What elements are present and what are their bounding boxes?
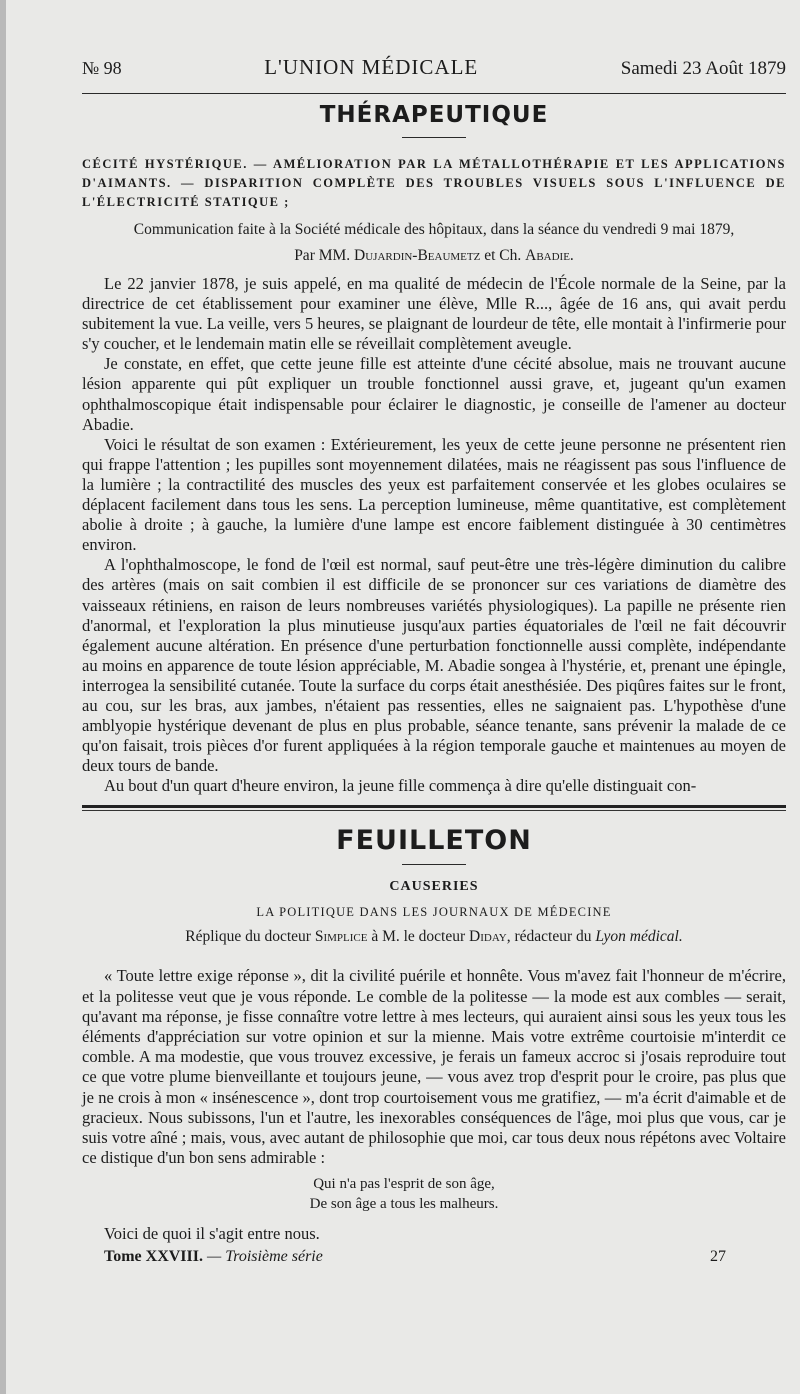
authors-and: et Ch. (484, 247, 522, 264)
section-divider-thin (82, 810, 786, 811)
verse-block (82, 1174, 786, 1214)
section-title: THÉRAPEUTIQUE (319, 102, 549, 128)
author-1: Dujardin-Beaumetz (354, 247, 481, 264)
feuilleton-body (82, 966, 786, 1168)
footer-tome: Tome XXVIII. (104, 1248, 203, 1266)
journal-title: L'UNION MÉDICALE (264, 55, 479, 79)
article-body (82, 274, 786, 796)
page-footer (82, 1248, 786, 1266)
reply-prefix: Réplique du docteur (185, 928, 311, 946)
article-paragraph: A l'ophthalmoscope, le fond de l'œil est normal, sauf peut-être une très-légère diminution du calibre des artères (mais on sait combien il est difficile de se prononcer sur ces variations de diamètre des vaisseaux rétiniens, en raison de leurs nombreuses variétés physiologiques). La papille ne présente rien d'anormal, et l'exploration la plus minutieuse jusqu'aux parties équatoriales de l'œil ne fait découvrir également aucune altération. En présence d'une perturbation fonctionnelle aussi complète, indépendante au moins en apparence de toute lésion appréciable, M. Abadie songea à l'hystérie, et, prenant une épingle, interrogea la sensibilité cutanée. Toute la surface du corps était anesthésiée. Des piqûres faites sur le front, au cou, sur les bras, aux jambes, n'étaient pas ressenties, elles ne saignaient pas. L'hypothèse d'une amblyopie hystérique devenant de plus en plus probable, séance tenante, sans prévenir la malade de ce qu'on faisait, trois pièces d'or furent appliquées à la région temporale gauche et maintenues au moyen de deux tours de bande. (82, 555, 786, 776)
article-paragraph: Au bout d'un quart d'heure environ, la jeune fille commença à dire qu'elle distinguait con- (104, 776, 697, 796)
verse-line-2: De son âge a tous les malheurs. (309, 1196, 499, 1213)
page-content (82, 55, 786, 1266)
feuilleton-paragraph: « Toute lettre exige réponse », dit la civilité puérile et honnête. Vous m'avez fait l'honneur de m'écrire, et la politesse veut que je vous réponde. Le comble de la politesse — la mode est aux combles — serait, qu'avant ma réponse, je fisse connaître votre lettre à mes lecteurs, qui auraient ainsi sous les yeux tous les éléments d'appréciation sur votre opinion et sur la mienne. Mais votre extrême courtoisie m'interdit ce comble. A ma modestie, que vous trouvez excessive, je ferais un fameux accroc si j'osais reproduire tout ce que votre plume bienveillante et toujours jeune, — vous avez trop d'esprit pour le croire, pas plus que je ne crois à mon « insénescence », dont trop courtoisement vous me gratifiez, — m'a écrit d'aimable et de gracieux. Nous subissons, l'un et l'autre, les inexorables conséquences de l'âge, moi plus que vous, car je suis votre aîné ; mais, vous, avec autant de philosophie que moi, car tous deux nous répétons avec Voltaire ce distique d'un bon sens admirable : (82, 966, 786, 1168)
feuilleton-topic: LA POLITIQUE DANS LES JOURNAUX DE MÉDECINE (256, 905, 612, 920)
article-communication: Communication faite à la Société médicale des hôpitaux, dans la séance du vendredi 9 mai 1879, (133, 221, 735, 238)
author-2: Abadie. (525, 247, 574, 264)
authors-prefix: Par MM. (294, 247, 351, 264)
reply-journal: Lyon médical. (595, 928, 683, 946)
footer-series: — Troisième série (206, 1248, 323, 1266)
reply-mid: à M. le docteur (371, 928, 466, 946)
article-paragraph: Je constate, en effet, que cette jeune fille est atteinte d'une cécité absolue, mais ne trouvant aucune lésion apparente qui pût expliquer un trouble fonctionnel aussi grave, et, jugeant qu'un examen ophthalmoscopique était indispensable pour éclairer le diagnostic, je conseille de l'amener au docteur Abadie. (82, 354, 786, 434)
section-divider (82, 805, 786, 808)
reply-name-1: Simplice (314, 928, 368, 946)
journal-page (6, 0, 800, 1394)
feuilleton-closing: Voici de quoi il s'agit entre nous. (104, 1224, 320, 1244)
feuilleton-reply-line (82, 928, 786, 946)
issue-number: № 98 (82, 58, 122, 78)
reply-suffix: , rédacteur du (506, 928, 592, 946)
feuilleton-title: FEUILLETON (336, 825, 532, 857)
title-rule (402, 137, 466, 138)
feuilleton-rule (402, 864, 466, 865)
page-number: 27 (710, 1248, 726, 1266)
article-headline: CÉCITÉ HYSTÉRIQUE. — AMÉLIORATION PAR LA MÉTALLOTHÉRAPIE ET LES APPLICATIONS D'AIMANTS. — DISPARITION COMPLÈTE DES TROUBLES VISUELS SOUS L'INFLUENCE DE L'ÉLECTRICITÉ STATIQUE ; (82, 157, 786, 209)
article-paragraph: Voici le résultat de son examen : Extérieurement, les yeux de cette jeune personne ne présentent rien qui frappe l'attention ; les pupilles sont moyennement dilatées, mais ne réagissent pas sous l'influence de la lumière ; la contractilité des muscles des yeux est parfaitement conservée et les globes oculaires se déplacent facilement dans tous les sens. La perception lumineuse, même quantitative, est complètement abolie à droite ; à gauche, la lumière d'une lampe est encore faiblement distinguée à 30 centimètres environ. (82, 434, 786, 555)
article-authors (82, 246, 786, 266)
feuilleton-subtitle: CAUSERIES (389, 879, 479, 895)
header-rule (82, 93, 786, 94)
verse-line-1: Qui n'a pas l'esprit de son âge, (313, 1176, 495, 1193)
reply-name-2: Diday (469, 928, 507, 946)
running-header (82, 55, 786, 83)
article-paragraph: Le 22 janvier 1878, je suis appelé, en ma qualité de médecin de l'École normale de la Seine, par la directrice de cet établissement pour examiner une élève, Mlle R..., âgée de 16 ans, qui avait perdu subitement la vue. La veille, vers 5 heures, se plaignant de lourdeur de tête, elle montait à l'infirmerie pour s'y coucher, et le lendemain matin elle se réveillait complètement aveugle. (82, 274, 786, 354)
issue-date: Samedi 23 Août 1879 (620, 58, 786, 79)
